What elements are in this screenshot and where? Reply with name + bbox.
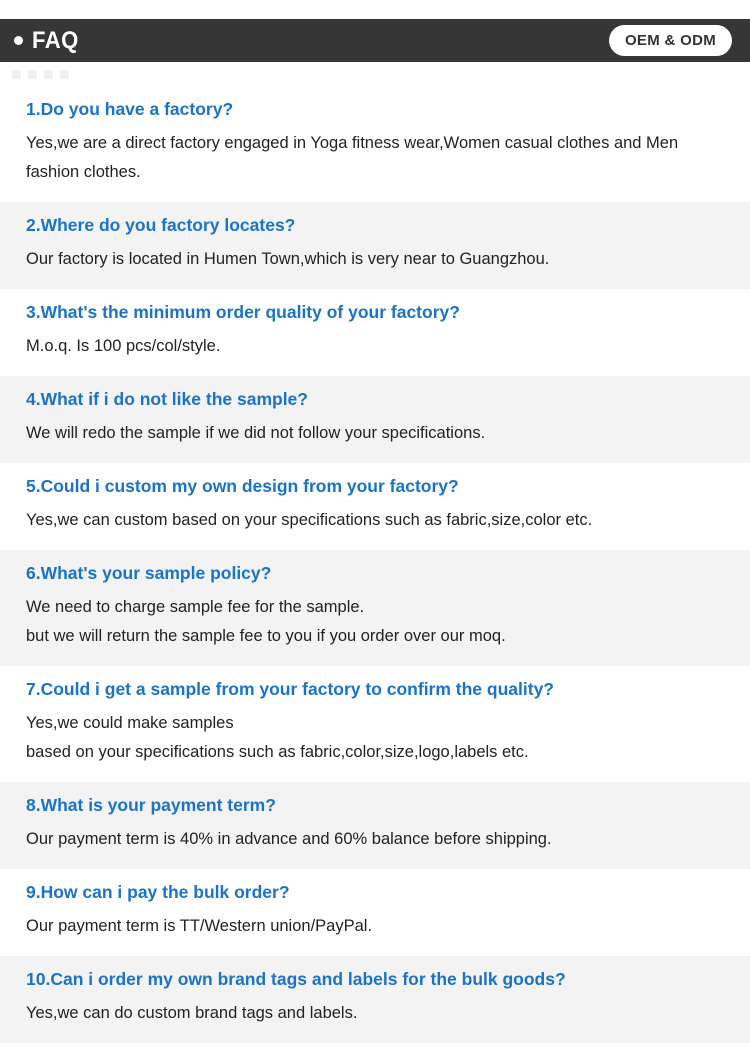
faq-question: 7.Could i get a sample from your factory to confirm the quality?	[26, 679, 554, 699]
faq-question: 6.What's your sample policy?	[26, 563, 272, 583]
faq-answer-line: fashion clothes.	[26, 163, 141, 181]
faq-item	[0, 869, 750, 956]
faq-question: 5.Could i custom my own design from your factory?	[26, 476, 459, 496]
faq-question: 10.Can i order my own brand tags and labels for the bulk goods?	[26, 969, 566, 989]
faq-item	[0, 376, 750, 463]
faq-answer-line: but we will return the sample fee to you if you order over our moq.	[26, 627, 506, 645]
faq-item	[0, 289, 750, 376]
faq-answer	[26, 506, 720, 535]
faq-item	[0, 782, 750, 869]
decor-dot-icon	[28, 70, 37, 79]
faq-item	[0, 463, 750, 550]
faq-question: 1.Do you have a factory?	[26, 99, 234, 119]
page-title: FAQ	[32, 26, 79, 54]
faq-answer	[26, 825, 720, 854]
faq-answer-line: M.o.q. Is 100 pcs/col/style.	[26, 337, 221, 355]
faq-answer-line: Yes,we could make samples	[26, 714, 234, 732]
faq-item	[0, 202, 750, 289]
faq-question: 2.Where do you factory locates?	[26, 215, 296, 235]
faq-answer	[26, 419, 720, 448]
faq-answer-line: We need to charge sample fee for the sample.	[26, 598, 365, 616]
header-title-group	[14, 26, 83, 54]
decor-dot-icon	[44, 70, 53, 79]
decor-dot-icon	[60, 70, 69, 79]
oem-odm-badge: OEM & ODM	[609, 25, 732, 56]
faq-answer-line: Yes,we are a direct factory engaged in Yoga fitness wear,Women casual clothes and Men	[26, 134, 679, 152]
faq-question: 9.How can i pay the bulk order?	[26, 882, 290, 902]
faq-answer	[26, 912, 720, 941]
faq-answer-line: Our payment term is TT/Western union/PayPal.	[26, 917, 373, 935]
top-spacer	[0, 0, 750, 19]
faq-list	[0, 86, 750, 1043]
faq-answer	[26, 999, 720, 1028]
faq-answer-line: Our factory is located in Humen Town,which is very near to Guangzhou.	[26, 250, 550, 268]
faq-item	[0, 86, 750, 202]
faq-header-bar	[0, 19, 750, 62]
faq-answer	[26, 332, 720, 361]
faq-question: 4.What if i do not like the sample?	[26, 389, 308, 409]
faq-question: 3.What's the minimum order quality of your factory?	[26, 302, 460, 322]
faq-answer	[26, 709, 720, 767]
faq-answer-line: Our payment term is 40% in advance and 60% balance before shipping.	[26, 830, 552, 848]
faq-answer-line: We will redo the sample if we did not follow your specifications.	[26, 424, 486, 442]
faq-answer-line: Yes,we can custom based on your specifications such as fabric,size,color etc.	[26, 511, 593, 529]
faq-item	[0, 956, 750, 1043]
faq-answer	[26, 245, 720, 274]
faq-item	[0, 666, 750, 782]
faq-answer	[26, 593, 720, 651]
faq-question: 8.What is your payment term?	[26, 795, 276, 815]
faq-item	[0, 550, 750, 666]
decor-dots-row	[12, 70, 750, 79]
decor-dot-icon	[12, 70, 21, 79]
faq-answer	[26, 129, 720, 187]
faq-answer-line: based on your specifications such as fabric,color,size,logo,labels etc.	[26, 743, 529, 761]
bullet-icon	[14, 36, 23, 45]
faq-answer-line: Yes,we can do custom brand tags and labels.	[26, 1004, 358, 1022]
